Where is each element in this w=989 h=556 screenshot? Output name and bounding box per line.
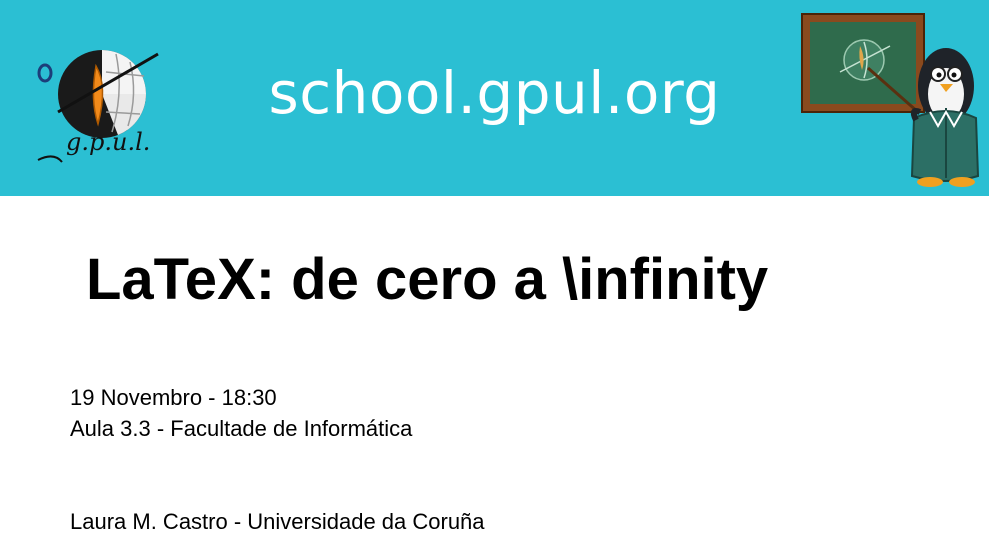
event-location: Aula 3.3 - Facultade de Informática <box>70 416 413 441</box>
penguin-teacher-icon <box>798 8 984 192</box>
header-banner <box>0 0 989 196</box>
speaker-affiliation: Laura M. Castro - Universidade da Coruña <box>70 509 485 534</box>
site-url-heading: school.gpul.org <box>268 59 721 127</box>
slide-title: LaTeX: de cero a \infinity <box>86 247 769 312</box>
event-date-time: 19 Novembro - 18:30 <box>70 385 277 410</box>
gpul-logo-text: g.p.u.l. <box>66 128 151 156</box>
